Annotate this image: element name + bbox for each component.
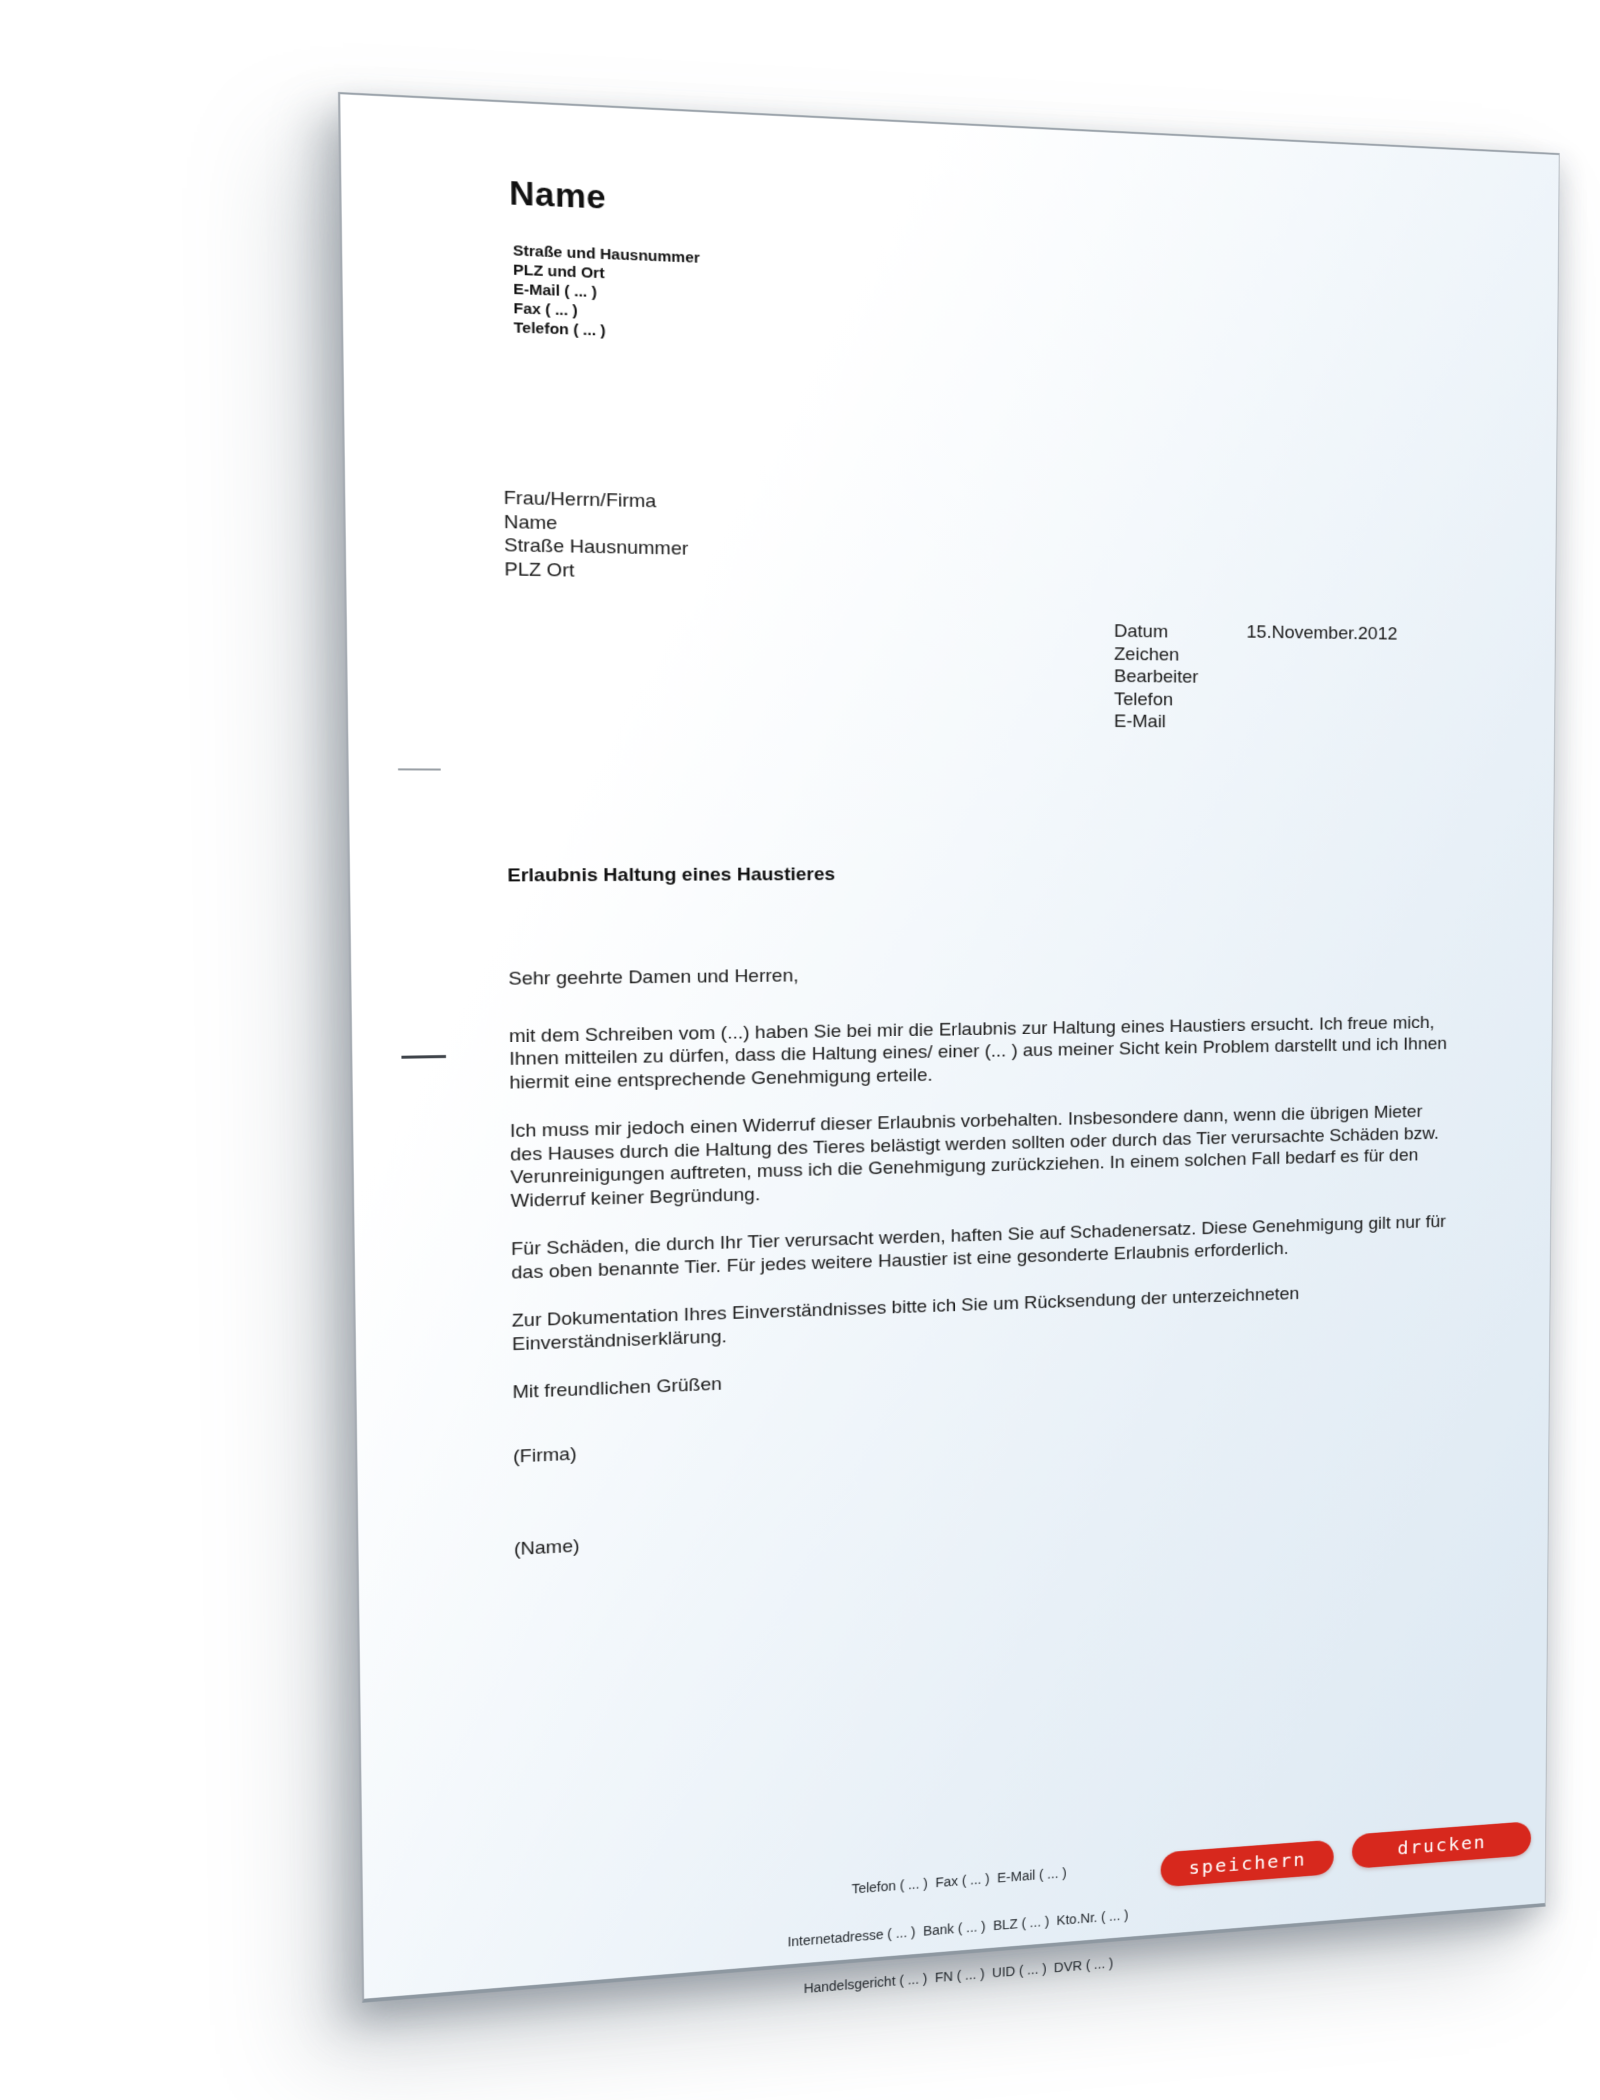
subject-line: Erlaubnis Haltung eines Haustieres [507,864,836,887]
body-paragraph-2: Ich muss mir jedoch einen Widerruf dieser Erlaubnis vorbehalten. Insbesondere dann, wenn die übrigen Mieter des Hauses durch die Haltung des Tieres belästigt werden sollten oder durch das Tier verursachte Schäden bzw. Verunreinigungen auftreten, muss ich die Genehmigung zurückziehen. In einem solchen Fall bedarf es für den Widerruf keiner Begründung. [509,1102,1439,1212]
recipient-name: Name [503,511,558,534]
recipient-address-block [504,487,689,585]
meta-date-value: 15.November.2012 [1246,622,1398,645]
print-button[interactable]: drucken [1352,1821,1531,1869]
sender-fax: Fax ( ... ) [513,300,578,320]
meta-label-phone: Telefon [1114,689,1174,710]
recipient-salutation: Frau/Herrn/Firma [503,487,657,513]
sender-street: Straße und Hausnummer [512,242,700,267]
save-button[interactable]: speichern [1161,1840,1334,1888]
sender-email: E-Mail ( ... ) [513,280,597,302]
body-paragraph-4: Zur Dokumentation Ihres Einverständnisses bitte ich Sie um Rücksendung der unterzeichneten Einverständniserklärung. [511,1284,1300,1355]
fold-mark-bottom [401,1055,446,1059]
closing-formula: Mit freundlichen Grüßen [512,1374,722,1403]
salutation: Sehr geehrte Damen und Herren, [508,965,799,990]
letter-page [338,92,1560,2003]
body-paragraph-1: mit dem Schreiben vom (...) haben Sie bei mir die Erlaubnis zur Haltung eines Haustiers ersucht. Ich freue mich, Ihnen mitteilen zu dürfen, dass die Haltung eines/ einer (... ) aus meiner Sicht kein Problem darstellt und ich Ihnen hiermit eine entsprechende Genehmigung erteile. [508,1012,1448,1094]
recipient-city: PLZ Ort [504,558,575,582]
footer-line-3: Handelsgericht ( ... ) FN ( ... ) UID ( ... ) DVR ( ... ) [803,1955,1114,1996]
sender-city: PLZ und Ort [513,261,605,283]
footer-line-2: Internetadresse ( ... ) Bank ( ... ) BLZ ( ... ) Kto.Nr. ( ... ) [787,1907,1129,1950]
sender-phone: Telefon ( ... ) [513,319,606,340]
signature-name: (Name) [513,1536,580,1560]
sender-address-block [513,241,701,344]
footer-line-1: Telefon ( ... ) Fax ( ... ) E-Mail ( ... ) [851,1865,1067,1897]
fold-mark-top [398,768,441,770]
meta-label-clerk: Bearbeiter [1114,666,1199,688]
meta-label-reference: Zeichen [1114,643,1180,665]
signature-company: (Firma) [513,1443,577,1467]
footer-contact-block [683,1822,1227,2039]
recipient-street: Straße Hausnummer [504,535,689,560]
meta-label-date: Datum [1114,621,1169,643]
meta-label-email: E-Mail [1113,711,1166,733]
body-paragraph-3: Für Schäden, die durch Ihr Tier verursacht werden, haften Sie auf Schadenersatz. Diese Genehmigung gilt nur für das oben benannte Tier. Für jedes weitere Haustier ist eine gesonderte Erlaubnis erforderlich. [510,1212,1446,1284]
meta-label-column [1114,620,1199,733]
sender-name-heading: Name [508,173,607,216]
letter-body [508,958,1448,1561]
